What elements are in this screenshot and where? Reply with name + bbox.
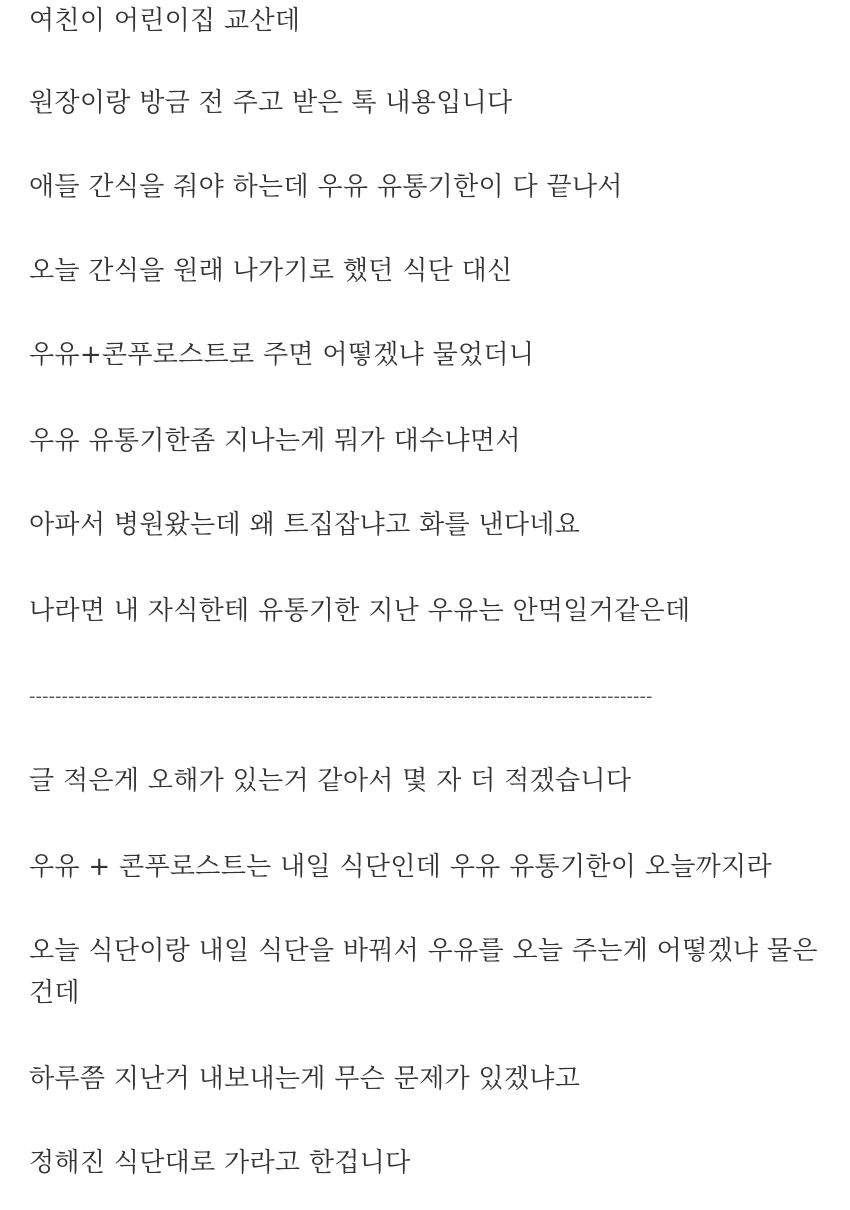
post-paragraph: 우유+콘푸로스트로 주면 어떻겠냐 물었더니: [29, 340, 535, 370]
post-paragraph: 오늘 식단이랑 내일 식단을 바꿔서 우유를 오늘 주는게 어떻겠냐 물은 건데: [29, 936, 818, 1008]
post-paragraph: 애들 간식을 줘야 하는데 우유 유통기한이 다 끝나서: [29, 172, 623, 202]
post-paragraph: 아파서 병원왔는데 왜 트집잡냐고 화를 낸다네요: [29, 510, 581, 540]
post-paragraph: 나라면 내 자식한테 유통기한 지난 우유는 안먹일거같은데: [29, 596, 691, 626]
post-paragraph: 하루쯤 지난거 내보내는게 무슨 문제가 있겠냐고: [29, 1064, 581, 1094]
post-paragraph: 여친이 어린이집 교산데: [29, 6, 301, 36]
post-paragraph: 원장이랑 방금 전 주고 받은 톡 내용입니다: [29, 88, 513, 118]
post-paragraph: 정해진 식단대로 가라고 한겁니다: [29, 1148, 411, 1178]
post-paragraph: 글 적은게 오해가 있는거 같아서 몇 자 더 적겠습니다: [29, 766, 632, 796]
text-divider: ------------------------------------------------------------------------------------------------: [29, 686, 653, 707]
post-paragraph: 오늘 간식을 원래 나가기로 했던 식단 대신: [29, 256, 513, 286]
post-paragraph: 우유 + 콘푸로스트는 내일 식단인데 우유 유통기한이 오늘까지라: [29, 852, 772, 882]
post-paragraph: 우유 유통기한좀 지나는게 뭐가 대수냐면서: [29, 426, 521, 456]
